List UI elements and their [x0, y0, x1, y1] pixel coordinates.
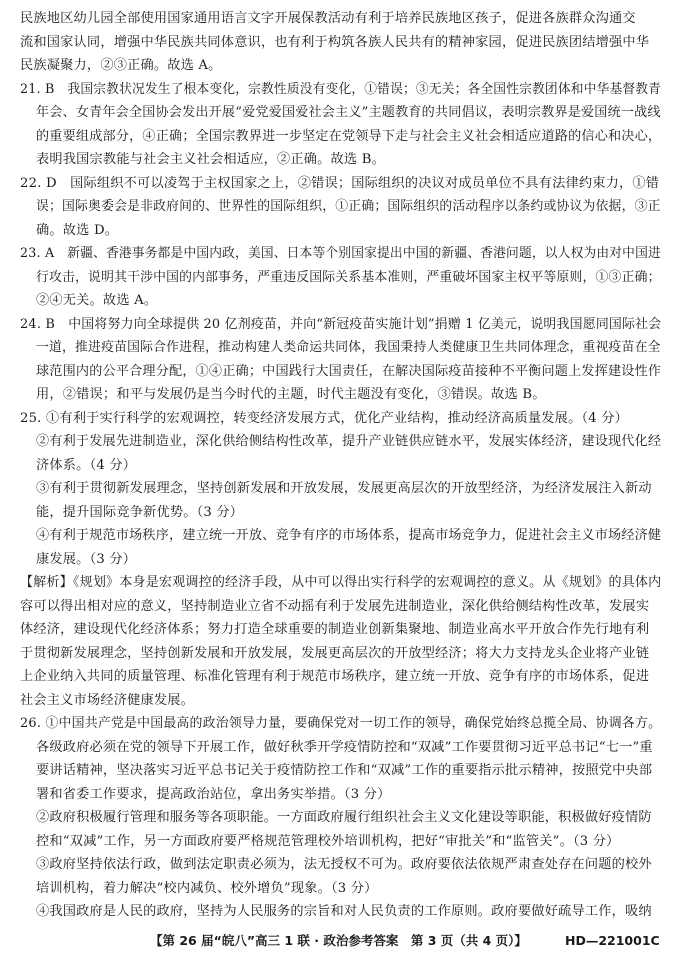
text-line-content: 流和国家认同，增强中华民族共同体意识，也有利于构筑各族人民共有的精神家园，促进民族团结增强中华 [20, 34, 650, 50]
text-line-content: 康发展。（3 分） [36, 551, 137, 567]
text-line-content: 一道，推进疫苗国际合作进程，推动构建人类命运共同体，我国秉持人类健康卫生共同体理念，重视疫苗在全 [36, 340, 661, 356]
text-line-content: 各级政府必须在党的领导下开展工作，做好秋季开学疫情防控和“双减”工作要贯彻习近平总书记“七一”重 [36, 739, 653, 755]
text-line-content: 控和“双减”工作，另一方面政府要严格规范管理校外培训机构，把好“审批关”和“监管关”。（3 分） [36, 833, 620, 849]
text-line-content: 23. A 新疆、香港事务都是中国内政，美国、日本等个别国家提出中国的新疆、香港问题，以人权为由对中国进 [20, 246, 661, 262]
text-line-content: 球范围内的公平合理分配，①④正确；中国践行大国责任，在解决国际疫苗接种不平衡问题上发挥建设性作 [36, 363, 662, 379]
text-line-content: 的重要组成部分，④正确；全国宗教界进一步坚定在党领导下走与社会主义社会相适应道路的信心和决心， [36, 128, 662, 144]
text-line-content: 署和省委工作要求，提高政治站位，拿出务实举措。（3 分） [36, 786, 391, 802]
text-line-content: ②政府积极履行管理和服务等各项职能。一方面政府履行组织社会主义文化建设等职能，积极做好疫情防 [36, 810, 652, 826]
text-line-content: 误；国际奥委会是非政府间的、世界性的国际组织，①正确；国际组织的活动程序以条约或协议为依据，③正 [36, 199, 661, 215]
text-line-content: 25. ①有利于实行科学的宏观调控，转变经济发展方式，优化产业结构，推动经济高质量发展。（4 分） [20, 410, 629, 426]
text-line-content: ④有利于规范市场秩序，建立统一开放、竞争有序的市场体系，提高市场竞争力，促进社会主义市场经济健 [36, 528, 662, 544]
text-line-content: 行攻击，说明其干涉中国的内部事务，严重违反国际关系基本准则，严重破坏国家主权平等原则，①③正确； [36, 269, 661, 285]
text-line-content: 24. B 中国将努力向全球提供 20 亿剂疫苗，并向“新冠疫苗实施计划”捐赠 1 亿美元，说明我国愿同国际社会 [20, 316, 662, 332]
text-line-content: 体经济，建设现代化经济体系；努力打造全球重要的制造业创新集聚地、制造业高水平开放合作先行地有利 [20, 622, 650, 638]
footer-title: 【第 26 届“皖八”高三 1 联 · 政治参考答案 第 3 页（共 4 页）】 [150, 933, 527, 948]
text-line-content: 要讲话精神，坚决落实习近平总书记关于疫情防控工作和“双减”工作的重要指示批示精神，按照党中央部 [36, 763, 653, 779]
text-line-content: 容可以得出相对应的意义，坚持制造业立省不动摇有利于发展先进制造业，深化供给侧结构性改革，发展实 [20, 598, 650, 614]
text-line-content: 确。故选 D。 [36, 222, 119, 238]
text-line-content: ②④无关。故选 A。 [36, 293, 158, 309]
text-line-content: ③政府坚持依法行政，做到法定职责必须为，法无授权不可为。政府要依法依规严肃查处存在问题的校外 [36, 857, 652, 873]
text-line-content: 能，提升国际竞争新优势。（3 分） [36, 504, 244, 520]
text-line-content: ③有利于贯彻新发展理念，坚持创新发展和开放发展，发展更高层次的开放型经济，为经济发展注入新动 [36, 481, 652, 497]
text-line-content: 【解析】《规划》本身是宏观调控的经济手段，从中可以得出实行科学的宏观调控的意义。从《规划》的具体内 [20, 575, 662, 591]
text-line-content: 培训机构，着力解决“校内减负、校外增负”现象。（3 分） [36, 880, 378, 896]
text-line-content: 26. ①中国共产党是中国最高的政治领导力量，要确保党对一切工作的领导，确保党始终总揽全局、协调各方。 [20, 716, 662, 732]
page-footer [0, 929, 677, 953]
text-line-content: 21. B 我国宗教状况发生了根本变化，宗教性质没有变化，①错误；③无关；各全国性宗教团体和中华基督教青 [20, 81, 662, 97]
text-line-content: 年会、女青年会全国协会发出开展“爱党爱国爱社会主义”主题教育的共同倡议，表明宗教界是爱国统一战线 [36, 105, 661, 121]
text-line-content: 于贯彻新发展理念，坚持创新发展和开放发展，发展更高层次的开放型经济；将大力支持龙头企业将产业链 [20, 645, 650, 661]
text-line-content: 民族凝聚力，②③正确。故选 A。 [20, 58, 222, 74]
text-line-content: 济体系。（4 分） [36, 457, 137, 473]
text-line-content: 上企业纳入共同的质量管理、标准化管理有利于规范市场秩序，建立统一开放、竞争有序的市场体系，促进 [20, 669, 650, 685]
text-line-content: ②有利于发展先进制造业，深化供给侧结构性改革，提升产业链供应链水平，发展实体经济，建设现代化经 [36, 434, 662, 450]
text-line-content: 用，②错误；和平与发展仍是当今时代的主题，时代主题没有变化，③错误。故选 B。 [36, 387, 546, 403]
footer-code: HD—221001C [565, 933, 660, 948]
text-line-content: ④我国政府是人民的政府，坚持为人民服务的宗旨和对人民负责的工作原则。政府要做好疏导工作，吸纳 [36, 904, 652, 920]
text-line-content: 民族地区幼儿园全部使用国家通用语言文字开展保教活动有利于培养民族地区孩子，促进各族群众沟通交 [20, 11, 636, 26]
text-line-content: 22. D 国际组织不可以凌驾于主权国家之上，②错误；国际组织的决议对成员单位不具有法律约束力，①错 [20, 175, 660, 191]
text-line-content: 表明我国宗教能与社会主义社会相适应，②正确。故选 B。 [36, 152, 385, 168]
text-line-content: 社会主义市场经济健康发展。 [20, 692, 195, 708]
text-line [0, 897, 677, 926]
